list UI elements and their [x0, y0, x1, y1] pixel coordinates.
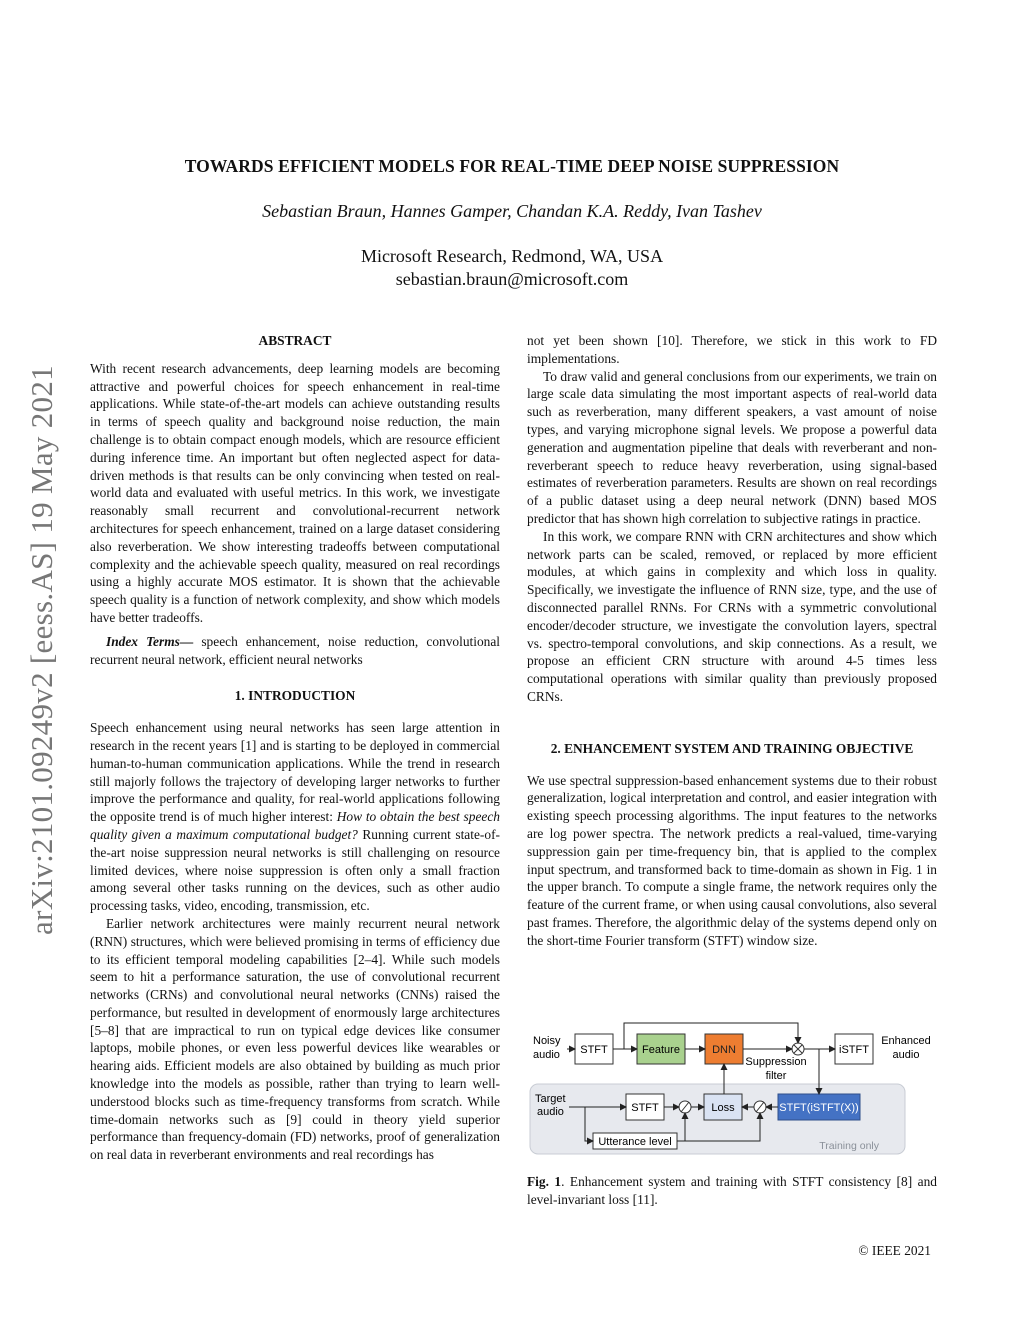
multiply-icon — [792, 1043, 804, 1055]
intro-p1-part-a: Speech enhancement using neural networks has seen large attention in research in the recent years [1] and is starting to be deployed in commercial human-to-human communication applications. While the trend in research still majorly follows the trajectory of developing larger networks to further improve the performance and quality, for real-world applications following the opposite trend is of much higher interest: — [90, 720, 500, 825]
abstract-text: With recent research advancements, deep learning models are becoming attractive and powerful choices for speech enhancement in real-time applications. While state-of-the-art models can achieve outstanding results in terms of speech quality and background noise reduction, the main challenge is to obtain compact enough models, which are resource efficient during inference time. An important but often neglected aspect for data-driven methods is that results can be only convincing when tested on real-world data and evaluated with useful metrics. In this work, we investigate reasonably small recurrent and convolutional-recurrent network architectures for speech enhancement, trained on a large dataset considering also reverberation. We show interesting tradeoffs between computational complexity and the achievable speech quality, measured on real recordings using a highly accurate MOS estimator. It is shown that the achievable speech quality is a function of network complexity, and show which models have better tradeoffs. — [90, 360, 500, 625]
loss-label: Loss — [711, 1102, 735, 1114]
author-list: Sebastian Braun, Hannes Gamper, Chandan K.A. Reddy, Ivan Tashev — [262, 201, 762, 221]
suppression-filter-label-2: filter — [765, 1070, 787, 1082]
training-only-label: Training only — [819, 1140, 879, 1152]
feature-label: Feature — [642, 1044, 680, 1056]
enhanced-audio-label-1: Enhanced — [881, 1035, 931, 1047]
section2-paragraph-1: We use spectral suppression-based enhancement systems due to their robust generalization, logical interpretation and control, and easier integration with existing speech processing algorithms. The input features to the networks are log power spectra. The network predicts a real-valued, time-varying suppression gain per time-frequency bin, that is applied to the complex input spectrum, and transformed back to time-domain as shown in Fig. 1 in the upper branch. To compute a single frame, the network requires only the feature of the current frame, or when using causal convolutions, also several past frames. Therefore, the algorithmic delay of the systems depend only on the short-time Fourier transform (STFT) window size. — [527, 772, 937, 948]
section2-heading: 2. ENHANCEMENT SYSTEM AND TRAINING OBJECTIVE — [550, 740, 914, 756]
caption-text: . Enhancement system and training with STFT consistency [8] and level-invariant loss [11]. — [527, 1174, 937, 1207]
intro-paragraph-4: In this work, we compare RNN with CRN architectures and show which network parts can be scaled, removed, or replaced by more efficient modules, at which gains in complexity and which loss in quality. Specifically, we investigate the influence of RNN size, type, and the use of disconnected parallel RNNs. For CRNs with a symmetric convolutional encoder/decoder structure, we investigate the convolution layers, spectral vs. spectro-temporal convolutions, and skip connections. As a result, we propose an efficient CRN structure with around 4-5 times less computational operations with similar quality than previously proposed CRNs. — [527, 528, 937, 704]
index-terms — [90, 633, 500, 669]
suppression-filter-label-1: Suppression — [745, 1056, 807, 1068]
stft-bottom-label: STFT — [631, 1102, 659, 1114]
figure-1-diagram — [527, 1016, 937, 1158]
intro-p1-part-b: Running current state-of-the-art noise suppression neural networks is still challenging on resource limited devices, where noise suppression is often only a small fraction among several other tasks running on the devices, such as other audio processing tasks, video, encoding, transmission, etc. — [90, 826, 500, 914]
index-terms-text: speech enhancement, noise reduction, convolutional recurrent neural network, efficient neural networks — [90, 633, 501, 667]
dnn-label: DNN — [712, 1044, 736, 1056]
noisy-audio-label-2: audio — [533, 1049, 560, 1061]
intro-paragraph-2-cont: not yet been shown [10]. Therefore, we stick in this work to FD implementations. — [527, 333, 937, 366]
consistency-label: STFT(iSTFT(X)) — [779, 1102, 859, 1114]
email: sebastian.braun@microsoft.com — [395, 269, 629, 289]
caption-label: Fig. 1 — [527, 1174, 562, 1189]
noisy-audio-label-1: Noisy — [533, 1035, 561, 1047]
utterance-level-label: Utterance level — [598, 1136, 672, 1148]
level-norm-icon-right — [754, 1101, 766, 1113]
affiliation-block — [0, 245, 1024, 291]
index-terms-label: Index Terms— — [106, 633, 194, 649]
istft-label: iSTFT — [839, 1044, 869, 1056]
figure-1-caption — [527, 1173, 937, 1209]
intro-p1-emphasis: How to obtain the best speech quality given a maximum computational budget? — [90, 809, 500, 842]
affiliation: Microsoft Research, Redmond, WA, USA — [360, 246, 664, 266]
intro-heading: 1. INTRODUCTION — [234, 688, 356, 704]
level-norm-icon-left — [679, 1101, 691, 1113]
intro-paragraph-2: Earlier network architectures were mainly recurrent neural network (RNN) structures, which were believed promising in terms of efficiency due to its efficient temporal modeling capabilities [2–4]. While such models seem to hit a performance saturation, the use of convolutional recurrent networks (CRNs) and convolutional neural networks (CNNs) raised the performance, but resulted in development of enormously large architectures [5–8] that are impractical to run on typical edge devices like consumer laptops, mobile phones, or even less powerful devices like wearables or hearing aids. Efficient models are also obtained by building as much prior knowledge into the models as possible, rather than trying to learn well-understood blocks such as time-frequency transforms from scratch. While time-domain networks such as [9] could in theory yield superior performance than frequency-domain (FD) networks, proof of generalization on real data in reverberant environments and real recordings has — [90, 915, 500, 1163]
arxiv-sidebar — [20, 330, 64, 970]
copyright-notice: © IEEE 2021 — [858, 1243, 931, 1258]
intro-paragraph-1 — [90, 719, 500, 915]
arxiv-id: arXiv:2101.09249v2 [eess.AS] 19 May 2021 — [24, 365, 60, 935]
intro-paragraph-3: To draw valid and general conclusions from our experiments, we train on large scale data simulating the most important aspects of real-world data such as reverberation, many different speakers, a vast amount of noise types, and varying microphone signal levels. We propose a powerful data generation and augmentation pipeline that deals with reverberant and non-reverberant speech to reduce heavy reverberation, using signal-based estimates of reverberation parameters. Results are shown on real recordings of a public dataset using a deep neural network (DNN) based MOS predictor that has shown high correlation to subjective ratings in practice. — [527, 368, 937, 526]
stft-top-label: STFT — [580, 1044, 608, 1056]
enhanced-audio-label-2: audio — [892, 1049, 920, 1061]
target-audio-label-2: audio — [537, 1106, 564, 1118]
right-column — [527, 332, 937, 950]
target-audio-label-1: Target — [535, 1093, 566, 1105]
paper-title: TOWARDS EFFICIENT MODELS FOR REAL-TIME DEEP NOISE SUPPRESSION — [184, 156, 840, 176]
abstract-heading: ABSTRACT — [258, 333, 332, 348]
left-column — [90, 332, 500, 1164]
